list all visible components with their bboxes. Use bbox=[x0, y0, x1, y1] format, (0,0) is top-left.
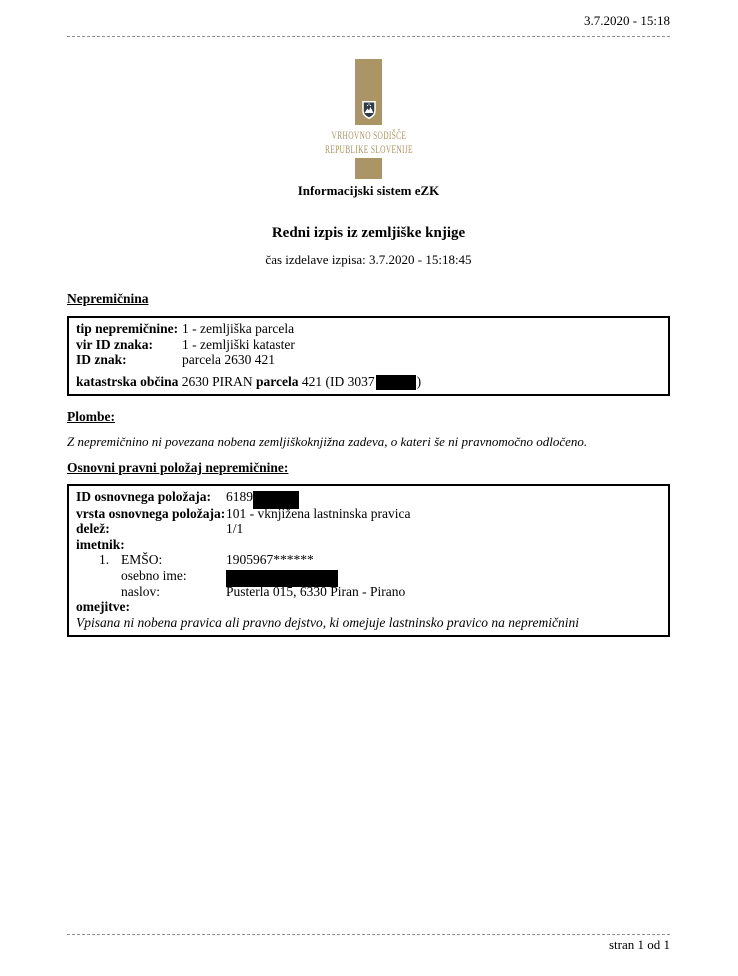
id-partial-value: 6189 bbox=[226, 489, 253, 505]
row-label: ID znak: bbox=[76, 352, 127, 367]
holder-address-label: naslov: bbox=[121, 583, 160, 599]
row-label: ID osnovnega položaja: bbox=[76, 489, 212, 505]
row-value: 101 - vknjižena lastninska pravica bbox=[226, 505, 411, 521]
header-date: 3.7.2020 - 15:18 bbox=[584, 13, 670, 28]
document-timestamp: čas izdelave izpisa: 3.7.2020 - 15:18:45 bbox=[265, 252, 472, 267]
table-row bbox=[76, 489, 661, 505]
cadastral-obcina-value: 2630 PIRAN bbox=[178, 373, 257, 389]
table-row bbox=[76, 506, 661, 522]
table-row bbox=[76, 321, 661, 337]
footer-divider bbox=[67, 934, 670, 935]
table-row bbox=[76, 337, 661, 353]
row-value bbox=[226, 489, 661, 505]
cadastral-parcela-value: 421 (ID 3037 bbox=[298, 373, 375, 389]
court-name bbox=[325, 128, 413, 156]
table-row bbox=[76, 584, 661, 600]
section-heading-osnovni: Osnovni pravni položaj nepremičnine: bbox=[67, 460, 289, 476]
holder-number: 1. bbox=[99, 552, 110, 568]
row-label: delež: bbox=[76, 521, 110, 537]
section-heading-nepremicnina: Nepremičnina bbox=[67, 291, 149, 306]
cadastral-parcela-label: parcela bbox=[256, 373, 299, 389]
cadastral-closing: ) bbox=[416, 373, 422, 389]
cadastral-obcina-label: katastrska občina bbox=[76, 373, 179, 389]
header-divider bbox=[67, 36, 670, 37]
court-logo bbox=[67, 59, 670, 199]
table-row bbox=[76, 552, 661, 568]
table-row bbox=[76, 521, 661, 537]
row-value: 1 - zemljiška parcela bbox=[182, 321, 295, 336]
table-row bbox=[76, 568, 661, 584]
holder-name-label: osebno ime: bbox=[121, 567, 187, 583]
holder-address-value: Pusterla 015, 6330 Piran - Pirano bbox=[226, 583, 406, 599]
row-label: tip nepremičnine: bbox=[76, 321, 179, 336]
section-heading-plombe: Plombe: bbox=[67, 409, 115, 425]
omejitve-label: omejitve: bbox=[76, 599, 130, 615]
court-name-line1: VRHOVNO SODIŠČE bbox=[331, 128, 406, 142]
table-row bbox=[76, 352, 661, 368]
plombe-note: Z nepremičnino ni povezana nobena zemljiškoknjižna zadeva, o kateri še ni pravnomočno odločeno. bbox=[67, 434, 588, 450]
holder-name-value bbox=[226, 568, 661, 584]
row-label: vrsta osnovnega položaja: bbox=[76, 505, 226, 521]
table-row bbox=[76, 537, 661, 553]
omejitve-note: Vpisana ni nobena pravica ali pravno dejstvo, ki omejuje lastninsko pravico na nepremičnini bbox=[76, 614, 580, 630]
court-name-line2: REPUBLIKE SLOVENIJE bbox=[324, 142, 413, 156]
logo-bar-top bbox=[355, 59, 382, 125]
row-value: 1/1 bbox=[226, 521, 244, 537]
row-label: vir ID znaka: bbox=[76, 336, 154, 352]
legal-status-box bbox=[67, 484, 670, 637]
document-title: Redni izpis iz zemljiške knjige bbox=[271, 225, 466, 241]
imetnik-label: imetnik: bbox=[76, 536, 125, 552]
cadastral-line bbox=[76, 374, 661, 390]
row-value: parcela 2630 421 bbox=[182, 352, 275, 367]
system-name: Informacijski sistem eZK bbox=[297, 183, 440, 198]
holder-emso-label bbox=[76, 552, 226, 568]
emso-label: EMŠO: bbox=[121, 552, 163, 568]
redacted-value bbox=[376, 375, 416, 390]
holder-emso-value: 1905967****** bbox=[226, 552, 314, 568]
page-number: stran 1 od 1 bbox=[608, 937, 670, 952]
row-value: 1 - zemljiški kataster bbox=[182, 336, 295, 352]
coat-of-arms-icon bbox=[361, 101, 376, 124]
page-footer bbox=[67, 934, 670, 953]
logo-bar-bottom bbox=[355, 158, 382, 179]
property-box bbox=[67, 316, 670, 396]
